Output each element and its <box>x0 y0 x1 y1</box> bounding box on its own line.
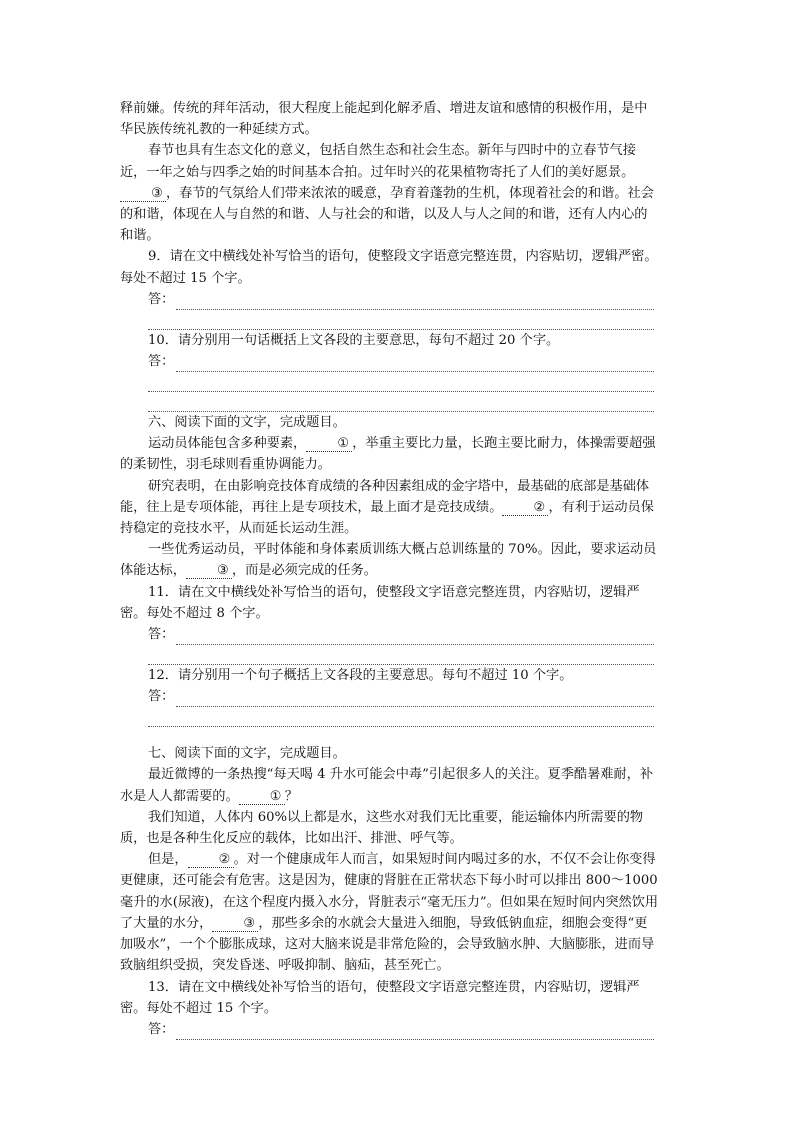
section-heading: 六、阅读下面的文字，完成题目。 <box>148 415 346 431</box>
passage-paragraph <box>120 140 660 246</box>
passage-text: ，春节的气氛给人们带来浓浓的暖意，孕育着蓬勃的生机，体现着社会的和谐。社会的和谐，体现在人与自然的和谐、人与社会的和谐，以及人与人之间的和谐，还有人内心的和谐。 <box>120 185 654 244</box>
passage-text: ，有利于运动员保持稳定的竞技水平，从而延长运动生涯。 <box>120 499 654 537</box>
answer-label: 答： <box>148 354 175 370</box>
answer-dotted-line[interactable] <box>148 377 654 392</box>
question-13: 13．请在文中横线处补写恰当的语句，使整段文字语意完整连贯，内容贴切，逻辑严密。每处不超过 15 个字。 <box>120 979 640 1016</box>
fill-blank-3[interactable]: ③ <box>186 563 232 579</box>
question-10: 10．请分别用一句话概括上文各段的主要意思，每句不超过 20 个字。 <box>148 332 560 348</box>
answer-line-q10-3[interactable] <box>120 392 660 412</box>
passage-paragraph <box>120 539 660 581</box>
answer-label: 答： <box>148 689 175 705</box>
passage-text: 春节也具有生态文化的意义，包括自然生态和社会生态。新年与四时中的立春节气接近，一年之始与四季之始的时间基本合拍。过年时兴的花果植物寄托了人们的美好愿景。 <box>120 143 636 180</box>
answer-dotted-line[interactable] <box>176 357 654 372</box>
answer-line-q11[interactable] <box>120 624 660 645</box>
passage-paragraph: 释前嫌。传统的拜年活动，很大程度上能起到化解矛盾、增进友谊和感情的积极作用，是中华民族传统礼教的一种延续方式。 <box>120 101 648 138</box>
answer-line-q9-2[interactable] <box>120 310 660 330</box>
answer-label: 答： <box>148 627 175 643</box>
passage-paragraph <box>120 433 660 475</box>
passage-paragraph: 我们知道，人体内 60%以上都是水，这些水对我们无比重要，能运输体内所需要的物质，也是各种生化反应的载体，比如出汗、排泄、呼气等。 <box>120 809 644 847</box>
answer-dotted-line[interactable] <box>176 630 654 645</box>
passage-text: ，那些多余的水就会大量进入细胞，导致低钠血症，细胞会变得“更加吸水”，一个个膨胀成球，这对大脑来说是非常危险的，会导致脑水肿、大脑膨胀，进而导致脑组织受损，突发昏迷、呼吸抑制、脑疝，甚至死亡。 <box>120 915 655 974</box>
passage-text: ，举重主要比力量，长跑主要比耐力，体操需要超强的柔韧性，羽毛球则看重协调能力。 <box>120 436 656 473</box>
question-12: 12．请分别用一个句子概括上文各段的主要意思。每句不超过 10 个字。 <box>148 668 573 684</box>
passage-text: 但是， <box>148 852 188 868</box>
fill-blank-2[interactable]: ② <box>188 852 234 868</box>
answer-line-q10[interactable] <box>120 351 660 372</box>
fill-blank-2[interactable]: ② <box>502 500 548 516</box>
passage-text: ？ <box>284 788 298 804</box>
answer-dotted-line[interactable] <box>148 315 654 330</box>
answer-line-q13[interactable] <box>120 1019 660 1040</box>
fill-blank-3[interactable]: ③ <box>120 186 166 202</box>
passage-text: 一些优秀运动员，平时体能和身体素质训练大概占总训练量的 70%。因此，要求运动员体能达标， <box>120 542 657 579</box>
answer-dotted-line[interactable] <box>176 692 654 707</box>
question-9: 9．请在文中横线处补写恰当的语句，使整段文字语意完整连贯，内容贴切，逻辑严密。每处不超过 15 个字。 <box>120 249 658 286</box>
answer-dotted-line[interactable] <box>148 397 654 412</box>
section-gap <box>120 727 660 743</box>
answer-dotted-line[interactable] <box>148 712 654 727</box>
passage-paragraph <box>120 764 660 806</box>
worksheet-page <box>120 98 660 1040</box>
fill-blank-1[interactable]: ① <box>306 436 352 452</box>
answer-line-q12-2[interactable] <box>120 707 660 727</box>
answer-line-q11-2[interactable] <box>120 645 660 665</box>
answer-line-q12[interactable] <box>120 686 660 707</box>
passage-text: 最近微博的一条热搜“每天喝 4 升水可能会中毒”引起很多人的关注。夏季酷暑难耐，补水是人人都需要的。 <box>120 767 654 804</box>
passage-text: 运动员体能包含多种要素， <box>148 436 307 452</box>
passage-text: 研究表明，在由影响竞技体育成绩的各种因素组成的金字塔中，最基础的底部是基础体能，往上是专项体能，再往上是专项技术，最上面才是竞技成绩。 <box>120 478 650 515</box>
answer-dotted-line[interactable] <box>176 295 654 310</box>
passage-paragraph <box>120 849 660 976</box>
passage-text: 。对一个健康成年人而言，如果短时间内喝过多的水，不仅不会让你变得更健康，还可能会有危害。这是因为，健康的肾脏在正常状态下每小时可以排出 800～1000 毫升的水(尿液)，在这个程度内摄入水分，肾脏表示“毫无压力”。但如果在短时间内突然饮用了大量的水分， <box>120 852 662 931</box>
answer-line-q10-2[interactable] <box>120 372 660 392</box>
passage-text: ，而是必须完成的任务。 <box>231 563 377 579</box>
passage-paragraph <box>120 476 660 540</box>
fill-blank-1[interactable]: ① <box>239 789 285 805</box>
section-heading: 七、阅读下面的文字，完成题目。 <box>148 746 346 762</box>
answer-label: 答： <box>148 1021 175 1037</box>
fill-blank-3[interactable]: ③ <box>212 916 258 932</box>
answer-line-q9[interactable] <box>120 289 660 310</box>
question-11: 11．请在文中横线处补写恰当的语句，使整段文字语意完整连贯，内容贴切，逻辑严密。每处不超过 8 个字。 <box>120 584 640 621</box>
answer-dotted-line[interactable] <box>148 650 654 665</box>
answer-dotted-line[interactable] <box>176 1025 654 1040</box>
answer-label: 答： <box>148 291 175 307</box>
